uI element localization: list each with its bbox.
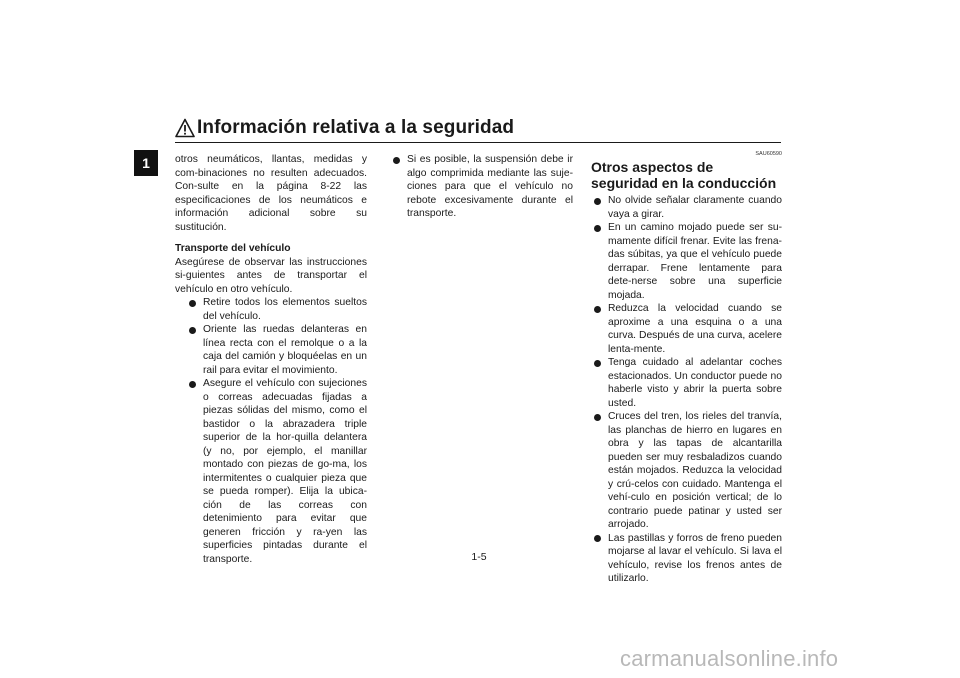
transport-intro: Asegúrese de observar las instrucciones si-guientes antes de transportar el vehículo en otro vehículo.	[175, 256, 367, 295]
chapter-tab-label: 1	[142, 155, 150, 171]
section-code: SAU60590	[755, 151, 782, 157]
list-item-text: Tenga cuidado al adelantar coches estacionados. Un conductor puede no haberle visto y abrir la puerta sobre usted.	[608, 357, 782, 409]
bullet-icon	[189, 300, 196, 307]
list-item-text: En un camino mojado puede ser su-mamente difícil frenar. Evite las frena-das súbitas, ya que el vehículo puede derrapar. Frene lentamente para dete-nerse sobre una superficie mojada.	[608, 222, 782, 301]
list-item	[186, 296, 367, 323]
page-title: Información relativa a la seguridad	[197, 117, 515, 138]
warning-triangle-icon	[175, 118, 195, 138]
list-item-text: Cruces del tren, los rieles del tranvía, las planchas de hierro en lugares en obra y las tapas de alcantarilla pueden ser muy resbaladizos cuando están mojados. Reduzca la velocidad y crú-celos con cuidado. Mantenga el vehí-culo en posición vertical; de lo contrario puede patinar y usted ser arrojado.	[608, 411, 782, 530]
column-3	[591, 151, 782, 586]
section-heading: Otros aspectos de seguridad en la conducción	[591, 159, 777, 191]
list-item	[591, 194, 782, 221]
page-header	[175, 118, 781, 143]
bullet-icon	[189, 327, 196, 334]
list-item-text: Oriente las ruedas delanteras en línea recta con el remolque o a la caja del camión y bloquéelas en un rail para evitar el movimiento.	[203, 324, 367, 376]
list-item-text: Las pastillas y forros de freno pueden mojarse al lavar el vehículo. Si lava el vehículo, revise los frenos antes de utilizarlo.	[608, 532, 782, 584]
watermark[interactable]: carmanualsonline.info	[620, 646, 839, 671]
bullet-icon	[189, 381, 196, 388]
subheading-transport: Transporte del vehículo	[175, 243, 291, 254]
list-item	[186, 323, 367, 377]
list-item	[591, 410, 782, 532]
list-item-text: Si es posible, la suspensión debe ir algo comprimida mediante las suje-ciones para que el vehículo no rebote excesivamente durante el transporte.	[407, 154, 573, 219]
list-item	[186, 377, 367, 566]
intro-paragraph: otros neumáticos, llantas, medidas y com-binaciones no resulten adecuados. Con-sulte en la página 8-22 las especificaciones de los neumáticos e información adicional sobre su sustitución.	[175, 154, 367, 233]
chapter-tab	[134, 150, 158, 176]
bullet-icon	[594, 535, 601, 542]
list-item	[591, 532, 782, 586]
suspension-bullet-list	[390, 153, 573, 221]
bullet-icon	[594, 306, 601, 313]
transport-bullet-list	[186, 296, 367, 566]
list-item-text: No olvide señalar claramente cuando vaya a girar.	[608, 195, 782, 220]
list-item-text: Retire todos los elementos sueltos del vehículo.	[203, 297, 367, 322]
bullet-icon	[594, 225, 601, 232]
bullet-icon	[594, 360, 601, 367]
bullet-icon	[393, 157, 400, 164]
bullet-icon	[594, 414, 601, 421]
page-number: 1-5	[471, 551, 487, 563]
list-item	[591, 356, 782, 410]
riding-safety-bullet-list	[591, 194, 782, 586]
list-item-text: Reduzca la velocidad cuando se aproxime a una esquina o a una curva. Después de una curva, acelere lenta-mente.	[608, 303, 782, 355]
list-item-text: Asegure el vehículo con sujeciones o correas adecuadas fijadas a piezas sólidas del mismo, como el bastidor o la abrazadera triple superior de la hor-quilla delantera (y no, por ejemplo, el manillar montado con piezas de go-ma, los intermitentes o cualquier pieza que se pueda romper). Elija la ubica-ción de las correas con detenimiento para evitar que generen fricción y ra-yen las superficies pintadas durante el transporte.	[203, 378, 367, 565]
list-item	[591, 302, 782, 356]
column-2	[390, 153, 573, 221]
column-1	[175, 153, 367, 566]
list-item	[591, 221, 782, 302]
list-item	[390, 153, 573, 221]
bullet-icon	[594, 198, 601, 205]
